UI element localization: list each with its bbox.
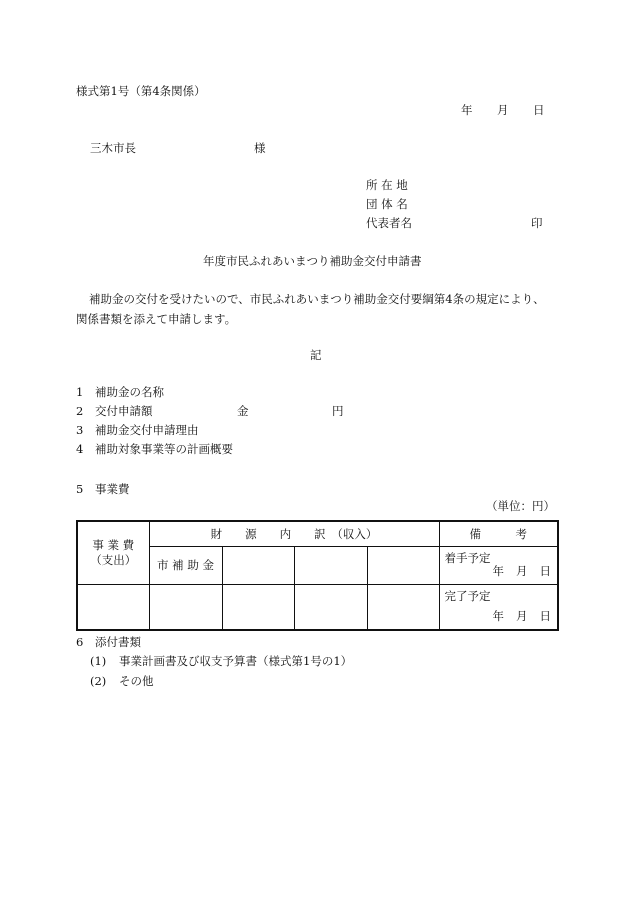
- revenue-value-cell: [222, 584, 294, 630]
- ki-label: 記: [310, 348, 322, 362]
- addressee-name: 三木市長: [90, 141, 136, 155]
- org-label: 団 体 名: [366, 197, 408, 211]
- revenue-cell: [294, 546, 367, 584]
- item-6-number: 6: [76, 635, 84, 649]
- start-schedule-label: 着手予定: [444, 550, 491, 565]
- document-title: 年度市民ふれあいまつり補助金交付申請書: [203, 254, 422, 268]
- end-month: 月: [516, 609, 528, 624]
- address-label: 所 在 地: [366, 178, 408, 192]
- attachment-1-number: (1): [90, 654, 107, 668]
- addressee-honorific: 様: [254, 141, 266, 155]
- item-2-number: 2: [76, 404, 84, 418]
- start-year: 年: [492, 563, 504, 578]
- start-schedule-cell: [439, 546, 558, 584]
- body-line-1: 補助金の交付を受けたいので、市民ふれあいまつり補助金交付要綱第4条の規定により、: [89, 292, 545, 306]
- expense-sub-header: （支出）: [90, 552, 137, 567]
- item-4-number: 4: [76, 442, 84, 456]
- revenue-value-cell: [294, 584, 367, 630]
- form-id: 様式第1号（第4条関係）: [76, 84, 206, 98]
- item-2-currency: 金: [237, 404, 249, 418]
- seal-mark: 印: [531, 216, 543, 230]
- date-year: 年: [461, 103, 473, 117]
- end-schedule-cell: [439, 584, 558, 630]
- rep-label: 代表者名: [366, 216, 412, 230]
- item-6-text: 添付書類: [95, 635, 141, 649]
- expense-value-cell: [77, 584, 149, 630]
- item-5-text: 事業費: [95, 482, 130, 496]
- item-1-text: 補助金の名称: [95, 385, 164, 399]
- end-day: 日: [539, 609, 551, 624]
- item-2-text: 交付申請額: [95, 404, 153, 418]
- end-schedule-date: [481, 609, 552, 624]
- attachment-1-text: 事業計画書及び収支予算書（様式第1号の1）: [119, 654, 353, 668]
- unit-label: （単位：円）: [486, 499, 555, 513]
- subsidy-value-cell: [149, 584, 222, 630]
- item-1-number: 1: [76, 385, 84, 399]
- end-schedule-label: 完了予定: [444, 588, 491, 603]
- budget-table: [76, 520, 559, 631]
- item-5-number: 5: [76, 482, 84, 496]
- start-month: 月: [516, 563, 528, 578]
- item-3-text: 補助金交付申請理由: [95, 423, 199, 437]
- attachment-2-text: その他: [119, 674, 154, 688]
- date-month: 月: [497, 103, 509, 117]
- date-day: 日: [533, 103, 545, 117]
- revenue-cell: [222, 546, 294, 584]
- start-schedule-date: [481, 564, 552, 579]
- body-line-2: 関係書類を添えて申請します。: [76, 312, 237, 326]
- attachment-2-number: (2): [90, 674, 107, 688]
- start-day: 日: [539, 563, 551, 578]
- item-3-number: 3: [76, 423, 84, 437]
- expense-header-cell: [77, 521, 149, 584]
- revenue-cell: [367, 546, 439, 584]
- item-4-text: 補助対象事業等の計画概要: [95, 442, 233, 456]
- expense-header: 事 業 費: [92, 537, 135, 552]
- item-2-yen: 円: [332, 404, 344, 418]
- end-year: 年: [492, 609, 504, 624]
- revenue-header: 財 源 内 訳 （収入）: [149, 521, 439, 546]
- city-subsidy-label: 市 補 助 金: [149, 546, 222, 584]
- revenue-value-cell: [367, 584, 439, 630]
- remarks-header: 備 考: [439, 521, 558, 546]
